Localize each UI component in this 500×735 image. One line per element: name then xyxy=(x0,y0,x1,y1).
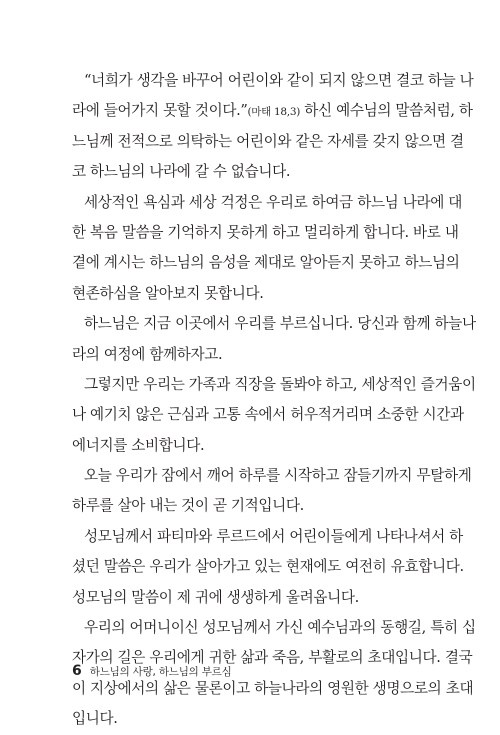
text-line: 셨던 말씀은 우리가 살아가고 있는 현재에도 여전히 유효합니다. xyxy=(72,558,464,576)
text-line: 세상적인 욕심과 세상 걱정은 우리로 하여금 하느님 나라에 대 xyxy=(84,193,463,211)
text-line: 현존하심을 알아보지 못합니다. xyxy=(72,284,264,302)
text-line: 느님께 전적으로 의탁하는 어린이와 같은 자세를 갖지 않으면 결 xyxy=(72,132,464,150)
text-line: 오늘 우리가 잠에서 깨어 하루를 시작하고 잠들기까지 무탈하게 xyxy=(84,467,472,485)
text-line: 코 하느님의 나라에 갈 수 없습니다. xyxy=(72,163,291,181)
text-line: “너희가 생각을 바꾸어 어린이와 같이 되지 않으면 결코 하늘 나 xyxy=(84,72,474,89)
text-line: 하루를 살아 내는 것이 곧 기적입니다. xyxy=(72,497,304,515)
scripture-reference: (마태 18,3) xyxy=(247,106,300,119)
text-line: 이 지상에서의 삶은 물론이고 하늘나라의 영원한 생명으로의 초대 xyxy=(72,679,474,697)
text-line: 성모님의 말씀이 제 귀에 생생하게 울려옵니다. xyxy=(72,588,359,606)
text-line: 라의 여정에 함께하자고. xyxy=(72,345,223,363)
text-line: 자가의 길은 우리에게 귀한 삶과 죽음, 부활로의 초대입니다. 결국 xyxy=(72,649,473,667)
text-line: 하느님은 지금 이곳에서 우리를 부르십니다. 당신과 함께 하늘나 xyxy=(84,315,476,333)
text-line: 우리의 어머니이신 성모님께서 가신 예수님과의 동행길, 특히 십 xyxy=(84,619,476,637)
page-footer xyxy=(72,663,232,683)
text-line: 한 복음 말씀을 기억하지 못하게 하고 멀리하게 합니다. 바로 내 xyxy=(72,223,459,241)
text-line: 곁에 계시는 하느님의 음성을 제대로 알아듣지 못하고 하느님의 xyxy=(72,254,460,272)
text-line: 입니다. xyxy=(72,710,118,728)
text-segment: 라에 들어가지 못할 것이다.” xyxy=(72,102,248,120)
text-line-with-reference xyxy=(72,96,473,126)
page-number: 6 xyxy=(72,663,82,679)
text-line: 나 예기치 않은 근심과 고통 속에서 허우적거리며 소중한 시간과 xyxy=(72,406,464,424)
body-text xyxy=(72,66,476,735)
text-line: 성모님께서 파티마와 루르드에서 어린이들에게 나타나셔서 하 xyxy=(84,527,463,545)
text-segment: 하신 예수님의 말씀처럼, 하 xyxy=(300,102,473,120)
text-line: 그렇지만 우리는 가족과 직장을 돌봐야 하고, 세상적인 즐거움이 xyxy=(84,375,476,393)
running-title: 하느님의 사랑, 하느님의 부르심 xyxy=(89,666,232,678)
text-line: 에너지를 소비합니다. xyxy=(72,436,205,454)
